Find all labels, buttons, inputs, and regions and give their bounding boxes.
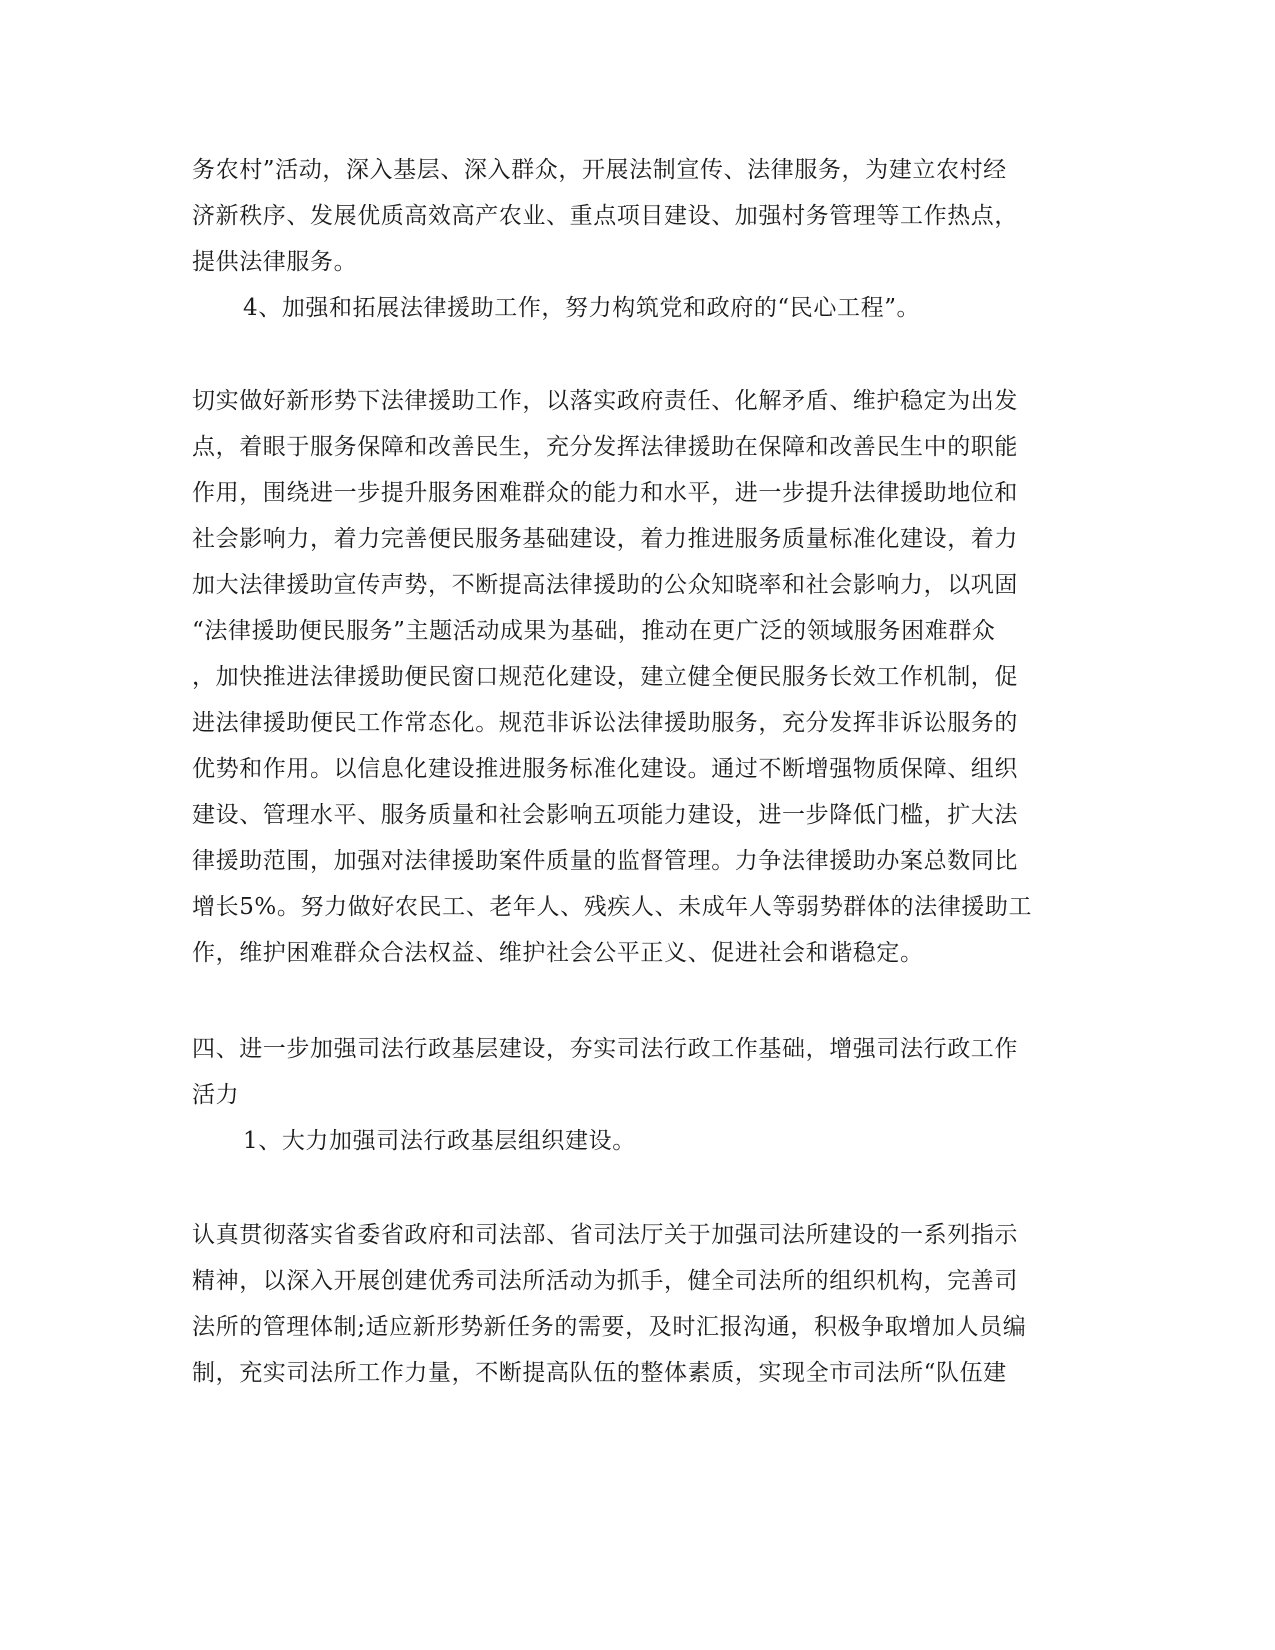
text-line-24: 制，充实司法所工作力量，不断提高队伍的整体素质，实现全市司法所“队伍建 (192, 1360, 1007, 1386)
text-line-2: 济新秩序、发展优质高效高产农业、重点项目建设、加强村务管理等工作热点， (192, 203, 1018, 229)
text-line-9: 加大法律援助宣传声势，不断提高法律援助的公众知晓率和社会影响力，以巩固 (192, 572, 1018, 598)
section-heading-line-2: 活力 (192, 1082, 240, 1108)
text-line-1: 务农村”活动，深入基层、深入群众，开展法制宣传、法律服务，为建立农村经 (192, 157, 1007, 183)
section-heading-line-1: 四、进一步加强司法行政基层建设，夯实司法行政工作基础，增强司法行政工作 (192, 1036, 1018, 1062)
text-line-13: 优势和作用。以信息化建设推进服务标准化建设。通过不断增强物质保障、组织 (192, 756, 1018, 782)
subsection-heading: 1、大力加强司法行政基层组织建设。 (243, 1128, 636, 1154)
text-line-11: ，加快推进法律援助便民窗口规范化建设，建立健全便民服务长效工作机制，促 (192, 664, 1018, 690)
text-line-4: 4、加强和拓展法律援助工作，努力构筑党和政府的“民心工程”。 (243, 295, 921, 321)
text-line-3: 提供法律服务。 (192, 249, 358, 275)
text-line-10: “法律援助便民服务”主题活动成果为基础，推动在更广泛的领域服务困难群众 (192, 618, 996, 644)
text-line-12: 进法律援助便民工作常态化。规范非诉讼法律援助服务，充分发挥非诉讼服务的 (192, 710, 1018, 736)
text-line-14: 建设、管理水平、服务质量和社会影响五项能力建设，进一步降低门槛，扩大法 (192, 802, 1018, 828)
text-line-23: 法所的管理体制;适应新形势新任务的需要，及时汇报沟通，积极争取增加人员编 (192, 1314, 1027, 1340)
text-line-22: 精神，以深入开展创建优秀司法所活动为抓手，健全司法所的组织机构，完善司 (192, 1268, 1018, 1294)
text-line-8: 社会影响力，着力完善便民服务基础建设，着力推进服务质量标准化建设，着力 (192, 526, 1018, 552)
text-line-17: 作，维护困难群众合法权益、维护社会公平正义、促进社会和谐稳定。 (192, 940, 924, 966)
text-line-15: 律援助范围，加强对法律援助案件质量的监督管理。力争法律援助办案总数同比 (192, 848, 1018, 874)
text-line-7: 作用，围绕进一步提升服务困难群众的能力和水平，进一步提升法律援助地位和 (192, 480, 1018, 506)
text-line-5: 切实做好新形势下法律援助工作，以落实政府责任、化解矛盾、维护稳定为出发 (192, 388, 1018, 414)
text-line-16: 增长5%。努力做好农民工、老年人、残疾人、未成年人等弱势群体的法律援助工 (192, 894, 1033, 920)
text-line-21: 认真贯彻落实省委省政府和司法部、省司法厅关于加强司法所建设的一系列指示 (192, 1222, 1018, 1248)
text-line-6: 点，着眼于服务保障和改善民生，充分发挥法律援助在保障和改善民生中的职能 (192, 434, 1018, 460)
